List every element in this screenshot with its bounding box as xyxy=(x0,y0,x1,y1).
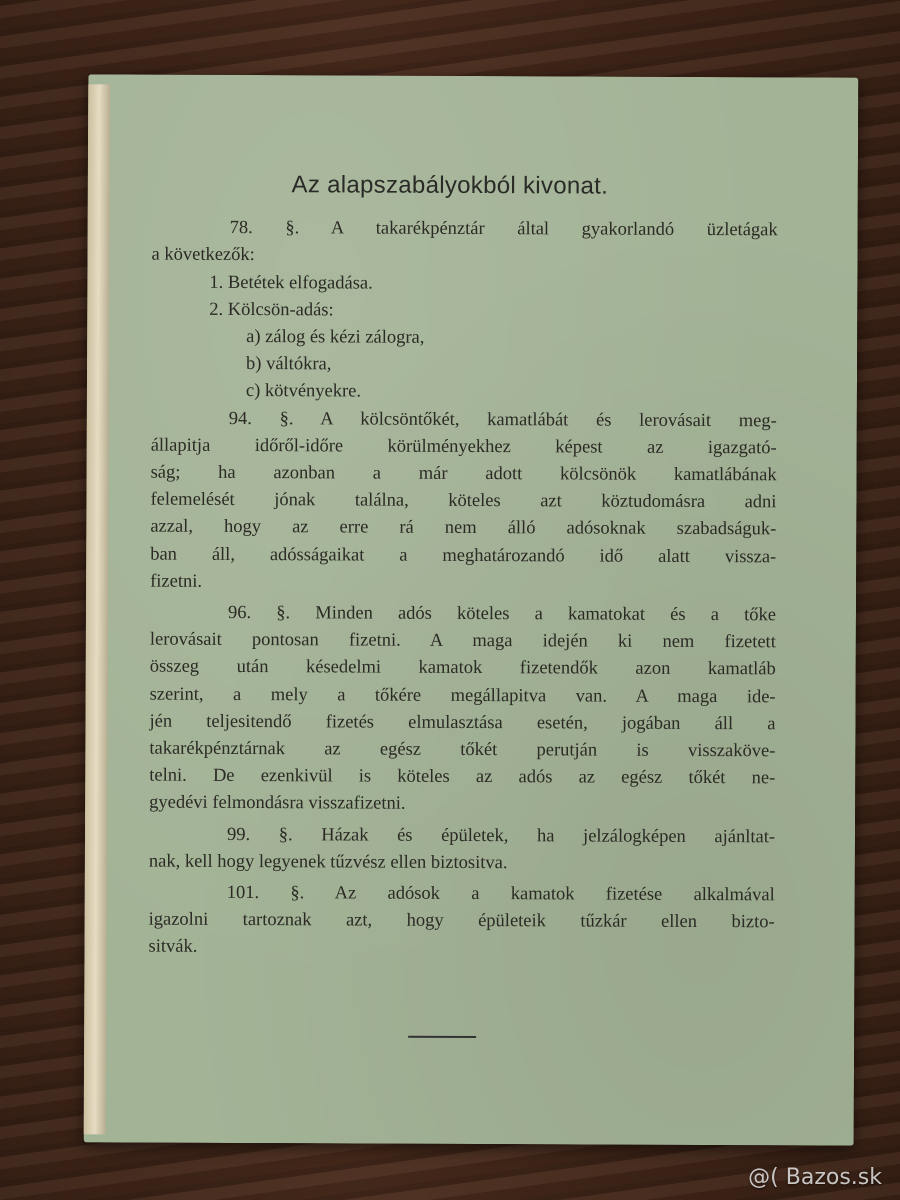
list-item: c) kötvényekre. xyxy=(245,381,362,402)
text-line: ság; ha azonban a már adott kölcsönök kamatlábának xyxy=(150,462,777,486)
text-line: felemelését jónak találna, köteles azt köztudomásra adni xyxy=(150,489,777,513)
text-line: telni. De ezenkivül is köteles az adós az egész tőkét ne- xyxy=(149,765,776,789)
text-line: nak, kell hogy legyenek tűzvész ellen biztositva. xyxy=(148,851,508,874)
text-line: 99. §. Házak és épületek, ha jelzálogképen ajánltat- xyxy=(226,824,776,848)
document-text xyxy=(148,171,777,964)
watermark: @( Bazos.sk xyxy=(748,1165,882,1190)
divider-rule xyxy=(408,1036,476,1038)
text-line: lerovásait pontosan fizetni. A maga idején ki nem fizetett xyxy=(149,629,776,653)
text-line: jén teljesitendő fizetés elmulasztása esetén, jogában áll a xyxy=(149,711,776,735)
text-line: azzal, hogy az erre rá nem álló adósoknak szabadságuk- xyxy=(150,517,777,540)
text-line: 101. §. Az adósok a kamatok fizetése alkalmával xyxy=(226,883,775,906)
text-line: a következők: xyxy=(151,245,255,266)
list-item: b) váltókra, xyxy=(246,354,332,375)
section-94 xyxy=(150,405,777,598)
section-99 xyxy=(149,821,775,878)
page-edge xyxy=(84,84,111,1134)
text-line: 94. §. A kölcsöntőkét, kamatlábát és lerovásait meg- xyxy=(228,408,777,431)
section-96 xyxy=(149,600,776,820)
page-title: Az alapszabályokból kivonat. xyxy=(291,171,609,200)
text-line: összeg után késedelmi kamatok fizetendők azon kamatláb xyxy=(149,657,776,680)
text-line: gyedévi felmondásra visszafizetni. xyxy=(149,793,406,815)
list-item: 2. Kölcsön-adás: xyxy=(209,299,334,321)
list-item: 1. Betétek elfogadása. xyxy=(209,272,373,294)
text-line: állapitja időről-időre körülményekhez képest az igazgató- xyxy=(150,435,777,459)
text-line: ban áll, adósságaikat a meghatározandó idő alatt vissza- xyxy=(150,544,777,567)
text-line: 78. §. A takarékpénztár által gyakorlandó üzletágak xyxy=(229,218,778,241)
text-line: 96. §. Minden adós köteles a kamatokat és a tőke xyxy=(227,602,777,626)
text-line: takarékpénztárnak az egész tőkét perutján is visszaköve- xyxy=(149,738,776,762)
text-line: fizetni. xyxy=(150,571,203,592)
text-line: sitvák. xyxy=(148,937,198,958)
document-page xyxy=(84,74,859,1145)
text-line: szerint, a mely a tőkére megállapitva van. A maga ide- xyxy=(149,684,776,707)
section-101 xyxy=(148,880,774,964)
text-line: igazolni tartoznak azt, hogy épületeik tűzkár ellen bizto- xyxy=(148,909,775,933)
list-item: a) zálog és kézi zálogra, xyxy=(246,327,425,348)
section-78 xyxy=(151,215,778,408)
